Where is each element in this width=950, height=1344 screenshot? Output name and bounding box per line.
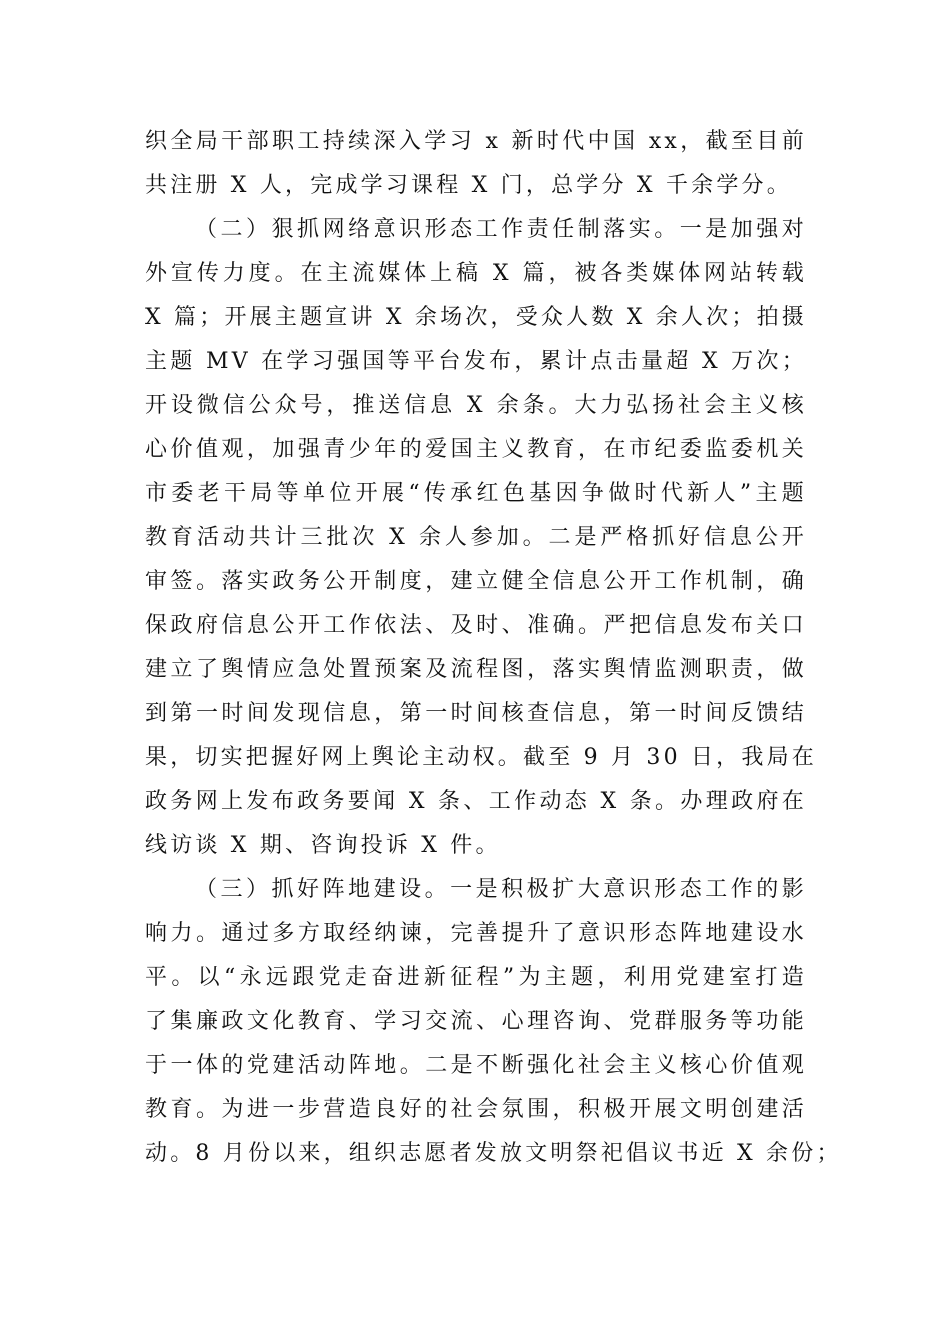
section-heading-line: （三）抓好阵地建设。一是积极扩大意识形态工作的影: [195, 877, 807, 902]
text-line: 市委老干局等单位开展“传承红色基因争做时代新人”主题: [145, 481, 807, 506]
text-line: 响力。通过多方取经纳谏，完善提升了意识形态阵地建设水: [145, 921, 807, 946]
text-line: 外宣传力度。在主流媒体上稿 X 篇，被各类媒体网站转载: [145, 261, 807, 286]
text-line: 建立了舆情应急处置预案及流程图，落实舆情监测职责，做: [145, 657, 807, 682]
text-line: X 篇；开展主题宣讲 X 余场次，受众人数 X 余人次；拍摄: [145, 305, 807, 330]
text-line: 线访谈 X 期、咨询投诉 X 件。: [145, 833, 501, 858]
paragraph-section-2: [145, 208, 817, 868]
text-line: 动。8 月份以来，组织志愿者发放文明祭祀倡议书近 X 余份；: [145, 1141, 842, 1166]
text-line: 到第一时间发现信息，第一时间核查信息，第一时间反馈结: [145, 701, 807, 726]
text-line: 平。以“永远跟党走奋进新征程”为主题，利用党建室打造: [145, 965, 807, 990]
text-line: 教育。为进一步营造良好的社会氛围，积极开展文明创建活: [145, 1097, 807, 1122]
document-page: [145, 120, 842, 1176]
text-line: 保政府信息公开工作依法、及时、准确。严把信息发布关口: [145, 613, 807, 638]
paragraph-continuation: [145, 120, 807, 208]
paragraph-section-3: [145, 868, 842, 1176]
text-line: 共注册 X 人，完成学习课程 X 门，总学分 X 千余学分。: [145, 173, 792, 198]
text-line: 审签。落实政务公开制度，建立健全信息公开工作机制，确: [145, 569, 807, 594]
section-heading-line: （二）狠抓网络意识形态工作责任制落实。一是加强对: [195, 217, 807, 242]
text-line: 教育活动共计三批次 X 余人参加。二是严格抓好信息公开: [145, 525, 807, 550]
text-line: 于一体的党建活动阵地。二是不断强化社会主义核心价值观: [145, 1053, 807, 1078]
text-line: 主题 MV 在学习强国等平台发布，累计点击量超 X 万次；: [145, 349, 807, 374]
text-line: 政务网上发布政务要闻 X 条、工作动态 X 条。办理政府在: [145, 789, 807, 814]
text-line: 果，切实把握好网上舆论主动权。截至 9 月 30 日，我局在: [145, 745, 817, 770]
text-line: 开设微信公众号，推送信息 X 余条。大力弘扬社会主义核: [145, 393, 807, 418]
text-line: 心价值观，加强青少年的爱国主义教育，在市纪委监委机关: [145, 437, 807, 462]
text-line: 织全局干部职工持续深入学习 x 新时代中国 xx，截至目前: [145, 129, 807, 154]
text-line: 了集廉政文化教育、学习交流、心理咨询、党群服务等功能: [145, 1009, 807, 1034]
